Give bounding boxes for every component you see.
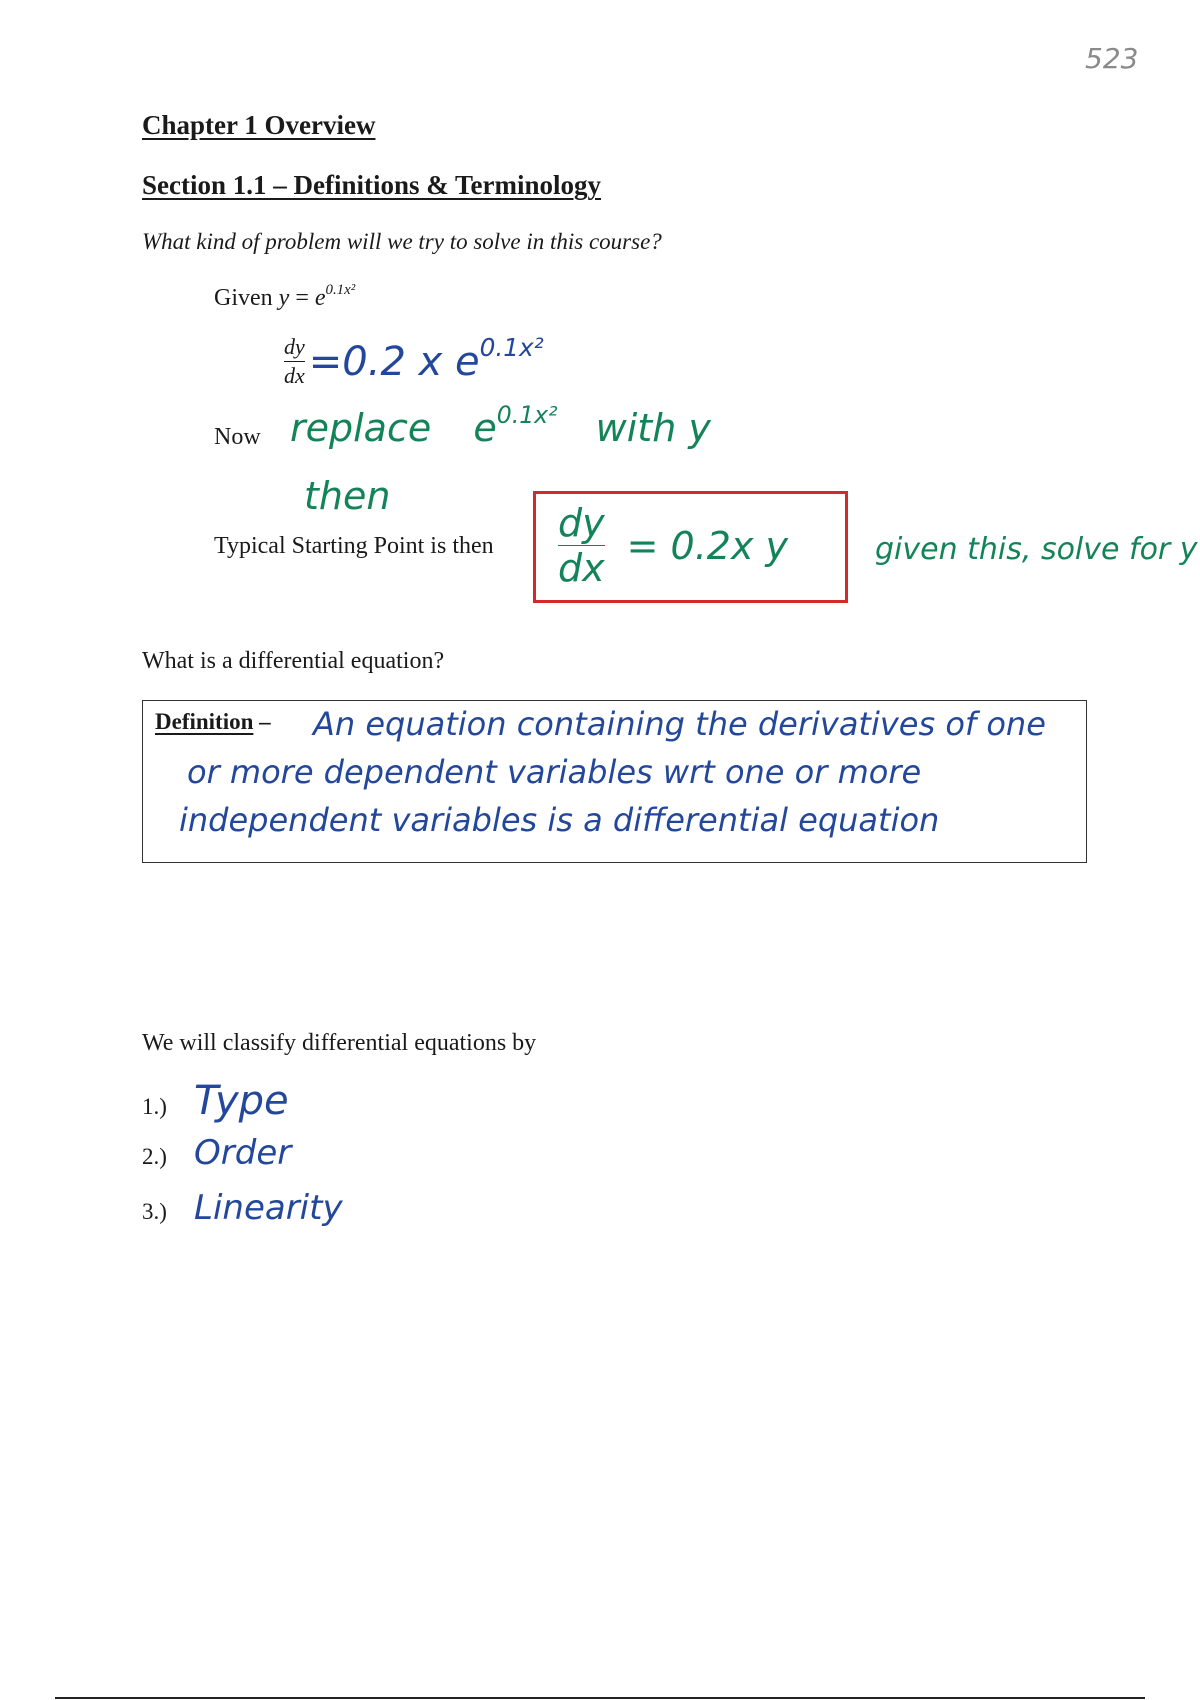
derivative-line xyxy=(284,332,544,388)
derivative-result: =0.2 x e xyxy=(308,338,480,385)
definition-dash: – xyxy=(259,709,271,734)
classification-item-1 xyxy=(142,1078,289,1124)
classification-label: Order xyxy=(194,1133,292,1173)
now-replace: replace xyxy=(290,406,432,450)
classify-intro: We will classify differential equations by xyxy=(142,1030,537,1056)
derivative-handwritten xyxy=(308,332,544,385)
now-handwritten xyxy=(290,401,711,450)
classification-label: Type xyxy=(194,1078,289,1124)
answer-denominator: dx xyxy=(558,546,605,590)
given-prefix: Given xyxy=(214,285,273,311)
classification-number: 2.) xyxy=(142,1144,167,1169)
given-exponent: 0.1x² xyxy=(325,281,356,298)
given-line xyxy=(214,281,356,312)
answer-fraction xyxy=(558,501,605,590)
derivative-exponent: 0.1x² xyxy=(479,332,544,362)
given-equals: = xyxy=(295,285,309,311)
derivative-numerator: dy xyxy=(284,334,305,359)
answer-rhs: = 0.2x y xyxy=(626,523,789,568)
classification-label: Linearity xyxy=(194,1188,343,1228)
section-title: Section 1.1 – Definitions & Terminology xyxy=(142,170,602,200)
classification-item-3 xyxy=(142,1188,343,1228)
derivative-fraction xyxy=(284,336,305,387)
intro-question: What kind of problem will we try to solve in this course? xyxy=(142,229,662,254)
starting-point-label: Typical Starting Point is then xyxy=(214,533,494,559)
definition-label-wrap xyxy=(155,709,271,735)
chapter-title: Chapter 1 Overview xyxy=(142,110,376,140)
bottom-rule xyxy=(55,1697,1145,1699)
classification-number: 1.) xyxy=(142,1094,167,1119)
now-label: Now xyxy=(214,424,261,450)
now-expr: e xyxy=(473,406,497,450)
answer-box xyxy=(533,491,848,603)
definition-line-3: independent variables is a differential equation xyxy=(179,801,940,839)
derivative-denominator: dx xyxy=(284,363,305,388)
answer-numerator: dy xyxy=(558,501,605,545)
given-y: y xyxy=(278,285,290,311)
now-expr-exponent: 0.1x² xyxy=(496,401,558,430)
now-then: then xyxy=(304,474,391,518)
definition-label: Definition xyxy=(155,709,254,734)
starting-point-note: given this, solve for y xyxy=(875,532,1198,567)
given-base: e xyxy=(314,285,326,311)
answer-equation xyxy=(558,501,789,590)
definition-line-2: or more dependent variables wrt one or more xyxy=(187,753,922,791)
diff-eq-question: What is a differential equation? xyxy=(142,648,445,674)
classification-number: 3.) xyxy=(142,1199,167,1224)
page-number: 523 xyxy=(1085,42,1139,75)
definition-box xyxy=(142,700,1087,863)
classification-item-2 xyxy=(142,1133,291,1173)
now-with-y: with y xyxy=(595,406,711,450)
definition-line-1: An equation containing the derivatives of one xyxy=(313,705,1046,743)
